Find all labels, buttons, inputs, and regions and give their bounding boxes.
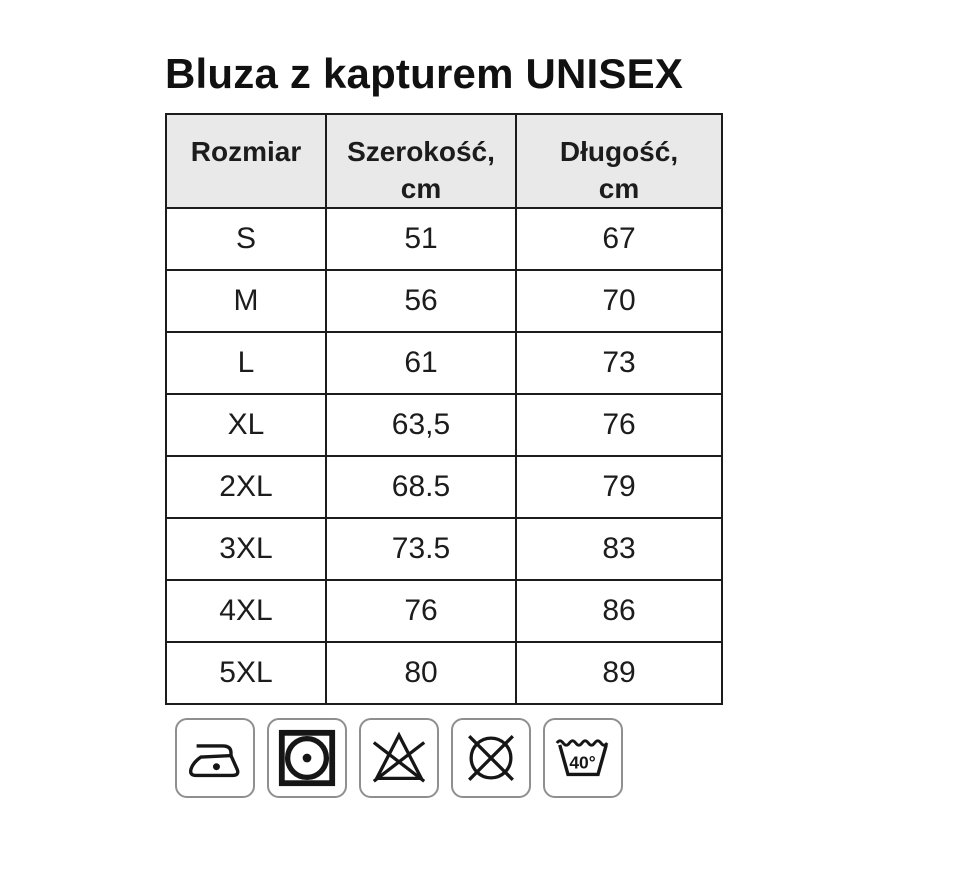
table-row — [166, 394, 722, 456]
length-cell: 83 — [516, 518, 722, 580]
length-cell: 70 — [516, 270, 722, 332]
size-cell: 5XL — [166, 642, 326, 704]
size-cell: S — [166, 208, 326, 270]
length-cell: 73 — [516, 332, 722, 394]
care-box — [267, 718, 347, 798]
iron-low-icon — [184, 727, 246, 789]
header-size-label: Rozmiar — [190, 136, 302, 167]
header-cell-size — [166, 114, 326, 208]
care-symbols-row — [175, 718, 723, 798]
header-cell-width — [326, 114, 516, 208]
width-cell: 56 — [326, 270, 516, 332]
length-cell: 79 — [516, 456, 722, 518]
table-row — [166, 270, 722, 332]
width-cell: 63,5 — [326, 394, 516, 456]
header-length-label: Długość, — [559, 136, 679, 167]
header-length-unit: cm — [598, 173, 640, 204]
page-title: Bluza z kapturem UNISEX — [165, 50, 684, 97]
length-cell: 67 — [516, 208, 722, 270]
size-table — [165, 113, 723, 705]
size-cell: 4XL — [166, 580, 326, 642]
size-cell: 2XL — [166, 456, 326, 518]
care-box — [175, 718, 255, 798]
table-header-row — [166, 114, 722, 208]
size-cell: L — [166, 332, 326, 394]
width-cell: 51 — [326, 208, 516, 270]
table-row — [166, 208, 722, 270]
table-row — [166, 518, 722, 580]
content-column — [165, 50, 723, 798]
size-cell: 3XL — [166, 518, 326, 580]
length-cell: 89 — [516, 642, 722, 704]
care-box — [543, 718, 623, 798]
header-width-unit: cm — [400, 173, 442, 204]
size-cell: M — [166, 270, 326, 332]
table-row — [166, 456, 722, 518]
length-cell: 86 — [516, 580, 722, 642]
header-cell-length — [516, 114, 722, 208]
care-box — [359, 718, 439, 798]
header-width-label: Szerokość, — [347, 136, 495, 167]
do-not-dry-clean-icon — [460, 727, 522, 789]
table-row — [166, 642, 722, 704]
tumble-dry-low-icon — [276, 727, 338, 789]
care-box — [451, 718, 531, 798]
wash-40-icon — [552, 727, 614, 789]
table-row — [166, 332, 722, 394]
table-row — [166, 580, 722, 642]
width-cell: 76 — [326, 580, 516, 642]
width-cell: 61 — [326, 332, 516, 394]
length-cell: 76 — [516, 394, 722, 456]
width-cell: 73.5 — [326, 518, 516, 580]
width-cell: 80 — [326, 642, 516, 704]
size-cell: XL — [166, 394, 326, 456]
width-cell: 68.5 — [326, 456, 516, 518]
wash-temp-label: 40° — [569, 752, 596, 773]
do-not-bleach-icon — [368, 727, 430, 789]
